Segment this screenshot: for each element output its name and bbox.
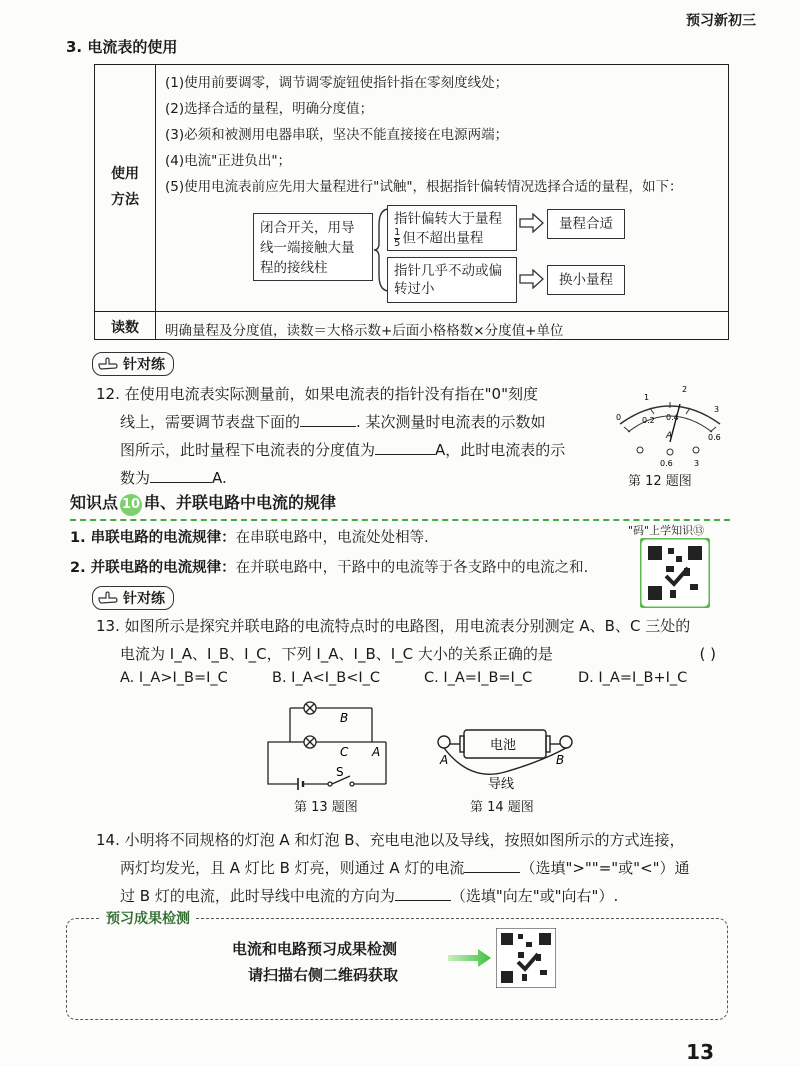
hand-pointer-icon [97,356,119,372]
option-c[interactable]: C. I_A=I_B=I_C [424,670,533,686]
lamp-b-label: B [556,753,565,767]
meter-big-3: 3 [714,405,720,414]
step-4: (4)电流"正进负出"； [165,153,292,169]
flow-start-box: 闭合开关，用导线一端接触大量程的接线柱 [253,213,373,281]
usage-label-2: 方法 [111,192,139,208]
circuit-label-a: A [372,745,381,759]
hand-pointer-icon [97,590,119,606]
q12-blank-1[interactable] [300,410,356,427]
battery-diagram-14 [430,722,580,794]
circuit-label-s: S [336,765,344,779]
terminal-06: 0.6 [660,459,673,468]
question-13: 13. 如图所示是探究并联电路的电流特点时的电路图，用电流表分别测定 A、B、C 三处的 电流为 I_A、I_B、I_C，下列 I_A、I_B、I_C 大小的关系正确的是 ( ) [96,612,736,668]
section-title: 3. 电流表的使用 [66,38,178,56]
flow-result2-box: 换小量程 [547,265,625,295]
rule-series: 1. 串联电路的电流规律：在串联电路中，电流处处相等. [70,530,429,546]
arrow-1-icon [519,213,545,233]
footer-title: 预习成果检测 [100,908,196,928]
qr-code-icon[interactable] [640,538,710,608]
frac-den: 5 [394,238,401,249]
meter-tick-2: 0.4 [666,413,679,422]
flow-cond1-box: 指针偏转大于量程 $\frac{1}{5}$ 但不超出量程 [387,205,517,251]
meter-tick-1: 0.2 [642,416,655,425]
knowledge-point-title: 知识点 10 串、并联电路中电流的规律 [70,490,730,521]
battery-label: 电池 [490,738,517,753]
q14-blank-2[interactable] [395,884,451,901]
question-12: 12. 在使用电流表实际测量前，如果电流表的指针没有指在"0"刻度 线上，需要调节表盘下面的 . 某次测量时电流表的示数如 图所示，此时量程下电流表的分度值为 A，此时电流表的示 数为 A. [96,385,566,487]
page-number: 13 [686,1040,714,1064]
practice-badge-2: 针对练 [92,586,174,610]
circuit-label-c: C [340,745,349,759]
step-2: (2)选择合适的量程，明确分度值； [165,101,374,117]
footer-qr-code-icon[interactable] [496,928,556,988]
q12-caption: 第 12 题图 [628,474,692,489]
flow-result1-box: 量程合适 [547,209,625,239]
usage-table [94,64,729,340]
flow-cond2-box: 指针几乎不动或偏转过小 [387,257,517,303]
meter-big-1: 1 [644,393,650,402]
header-label: 预习新初三 [686,13,756,29]
q12-blank-3[interactable] [150,466,212,483]
step-1: (1)使用前要调零，调节调零旋钮使指针指在零刻度线处； [165,75,509,91]
reading-label: 读数 [111,320,139,336]
option-a[interactable]: A. I_A>I_B=I_C [120,670,228,686]
terminal-3: 3 [694,459,700,468]
answer-paren[interactable]: ( ) [699,645,716,663]
meter-unit: A [666,431,673,441]
footer-line-1: 电流和电路预习成果检测 [232,940,398,958]
footer-line-2: 请扫描右侧二维码获取 [248,966,399,984]
meter-big-2: 2 [682,385,688,394]
kp-number-badge: 10 [120,494,142,516]
frac-num: 1 [394,227,401,238]
step-5: (5)使用电流表前应先用大量程进行"试触"，根据指针偏转情况选择合适的量程，如下： [165,179,683,195]
green-arrow-icon [448,948,492,968]
option-d[interactable]: D. I_A=I_B+I_C [578,670,688,686]
circuit-label-b: B [340,711,349,725]
rule-parallel: 2. 并联电路的电流规律：在并联电路中，干路中的电流等于各支路中的电流之和. [70,560,589,576]
circuit-diagram-13 [262,696,392,792]
q12-blank-2[interactable] [375,438,435,455]
practice-badge-1: 针对练 [92,352,174,376]
meter-tick-3: 0.6 [708,433,721,442]
wire-label: 导线 [488,777,515,792]
q14-caption: 第 14 题图 [470,800,534,815]
option-b[interactable]: B. I_A<I_B<I_C [272,670,381,686]
question-14: 14. 小明将不同规格的灯泡 A 和灯泡 B、充电电池以及导线，按照如图所示的方式连接， 两灯均发光，且 A 灯比 B 灯亮，则通过 A 灯的电流 （选填">""="或"<"）通 过 B 灯的电流，此时导线中电流的方向为 （选填"向左"或"向右"）. [96,831,690,905]
q14-blank-1[interactable] [464,856,520,873]
meter-tick-0: 0 [616,413,622,422]
arrow-2-icon [519,269,545,289]
usage-label-1: 使用 [111,166,139,182]
q13-caption: 第 13 题图 [294,800,358,815]
ammeter-figure [610,380,730,470]
qr-label: "码"上学知识⑬ [628,524,705,537]
lamp-a-label: A [440,753,449,767]
reading-text: 明确量程及分度值，读数＝大格示数+后面小格格数×分度值+单位 [165,323,564,339]
step-3: (3)必须和被测用电器串联，坚决不能直接接在电源两端； [165,127,509,143]
